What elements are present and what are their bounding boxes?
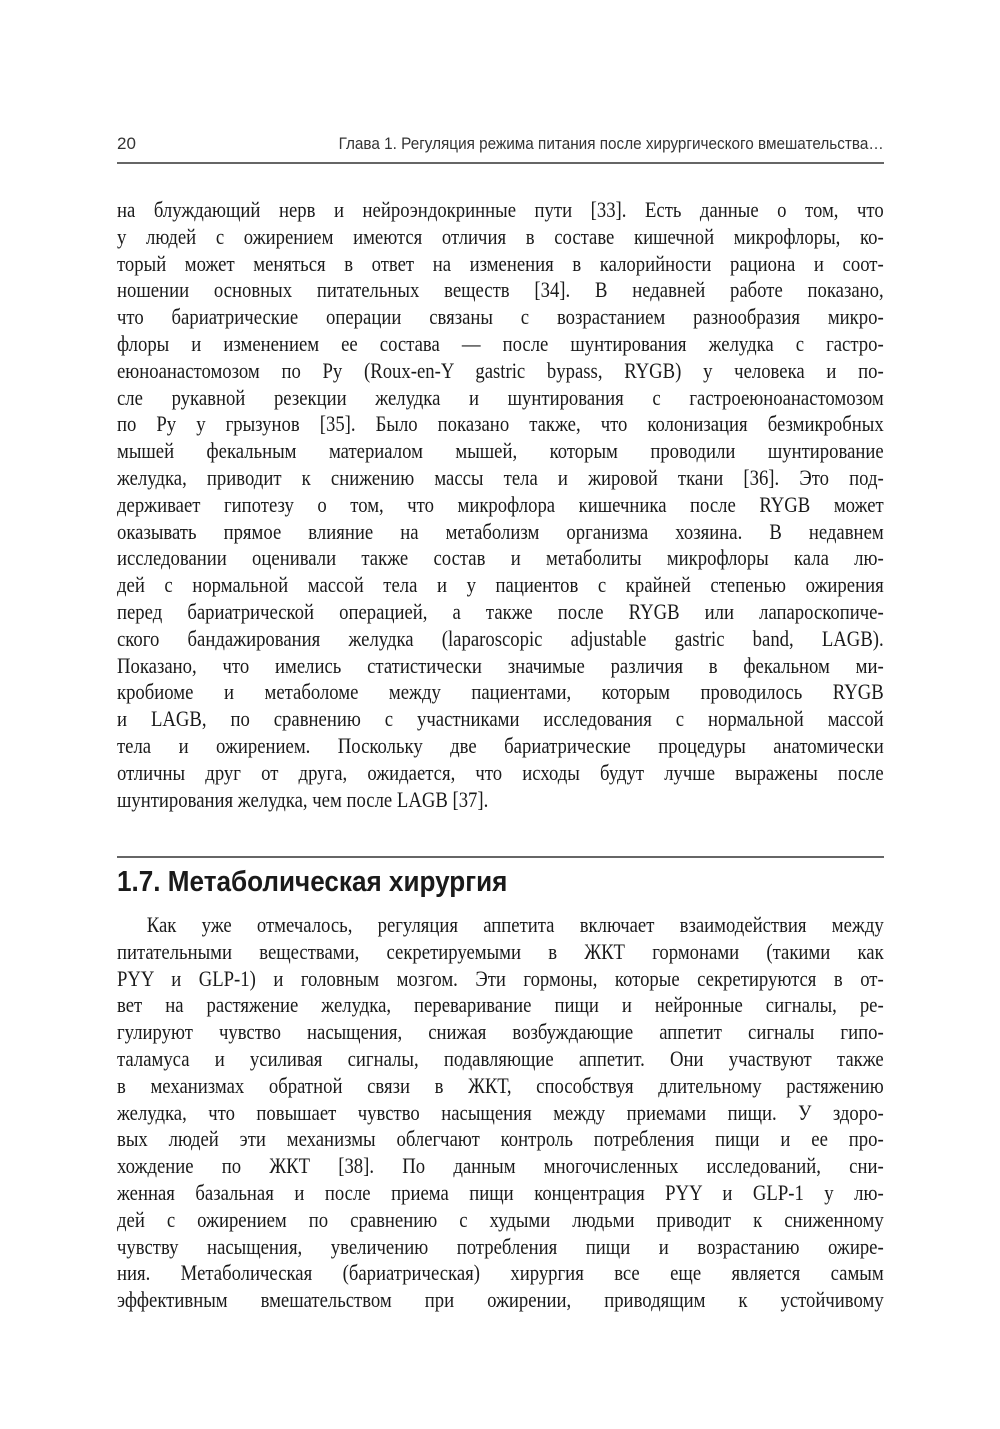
text-line [117,438,884,465]
page-number: 20 [117,134,136,153]
text-line-content: эффективным вмешательством при ожирении, приводящим к устойчивому [117,1287,884,1313]
text-line [117,492,884,519]
text-line-content: PYY и GLP-1) и головным мозгом. Эти гормоны, которые секретируются в от- [117,965,884,991]
text-line [117,599,884,626]
text-line [117,992,884,1019]
text-line-content: дей с ожирением по сравнению с худыми людьми приводит к сниженному [117,1206,884,1232]
text-line [117,1287,884,1314]
text-line [117,251,884,278]
text-line [117,1100,884,1127]
text-line [117,1207,884,1234]
text-line [117,277,884,304]
section-heading: 1.7. Метаболическая хирургия [117,866,508,898]
text-line-content: еюноанастомозом по Ру (Roux-en-Y gastric bypass, RYGB) у человека и по- [117,357,884,383]
text-line-content: и LAGB, по сравнению с участниками исследования с нормальной массой [117,706,884,732]
text-line-content: кробиоме и метаболоме между пациентами, которым проводилось RYGB [117,679,884,705]
text-line [117,197,884,224]
text-line-content: у людей с ожирением имеются отличия в составе кишечной микрофлоры, ко- [117,223,884,249]
text-line-content: держивает гипотезу о том, что микрофлора кишечника после RYGB может [117,491,884,517]
text-line-content: флоры и изменением ее состава — после шунтирования желудка с гастро- [117,330,884,356]
text-line [117,1234,884,1261]
text-line [117,358,884,385]
text-line [117,224,884,251]
running-header [117,134,884,158]
text-line [117,1180,884,1207]
header-rule [117,162,884,164]
text-line-content: торый может меняться в ответ на изменения в калорийности рациона и соот- [117,250,884,276]
text-line [117,545,884,572]
running-title: Глава 1. Регуляция режима питания после хирургического вмешательства… [338,134,884,153]
text-line-content: вет на растяжение желудка, переваривание пищи и нейронные сигналы, ре- [117,992,884,1018]
text-line-content: Как уже отмечалось, регуляция аппетита включает взаимодействия между [146,912,884,937]
text-line-content: желудка, приводит к снижению массы тела и жировой ткани [36]. Это под- [117,464,884,490]
text-line [117,1046,884,1073]
text-line-content: сле рукавной резекции желудка и шунтирования с гастроеюноанастомозом [117,384,884,410]
text-line [117,1019,884,1046]
section-rule [117,856,884,858]
text-line-content: Показано, что имелись статистически значимые различия в фекальном ми- [117,652,884,678]
text-line-content: шунтирования желудка, чем после LAGB [37]. [117,786,489,812]
text-line [117,385,884,412]
text-line-content: вых людей эти механизмы облегчают контроль потребления пищи и ее про- [117,1126,884,1152]
text-line [117,787,884,814]
text-line-content: ния. Метаболическая (бариатрическая) хирургия все еще является самым [117,1260,884,1286]
text-line [117,331,884,358]
text-line [117,572,884,599]
text-line [117,760,884,787]
text-line-content: гулируют чувство насыщения, снижая возбуждающие аппетит сигналы гипо- [117,1019,884,1045]
text-line-content: таламуса и усиливая сигналы, подавляющие аппетит. Они участвуют также [117,1045,884,1071]
text-line [117,912,884,939]
text-line [117,679,884,706]
text-line-content: мышей фекальным материалом мышей, которым проводили шунтирование [117,438,884,464]
text-line [117,966,884,993]
text-line [117,411,884,438]
text-line [117,1073,884,1100]
text-line-content: желудка, что повышает чувство насыщения между приемами пищи. У здоро- [117,1099,884,1125]
paragraph-1 [117,197,884,813]
text-line-content: на блуждающий нерв и нейроэндокринные пути [33]. Есть данные о том, что [117,197,884,222]
text-line [117,1260,884,1287]
text-line [117,304,884,331]
text-line [117,653,884,680]
text-line-content: ношении основных питательных веществ [34]. В недавней работе показано, [117,277,884,303]
text-line-content: хождение по ЖКТ [38]. По данным многочисленных исследований, сни- [117,1153,884,1179]
text-line-content: оказывать прямое влияние на метаболизм организма хозяина. В недавнем [117,518,884,544]
text-line-content: что бариатрические операции связаны с возрастанием разнообразия микро- [117,304,884,330]
text-line [117,465,884,492]
text-line [117,626,884,653]
text-line [117,1126,884,1153]
text-line [117,733,884,760]
text-line-content: в механизмах обратной связи в ЖКТ, способствуя длительному растяжению [117,1072,884,1098]
text-line-content: по Ру у грызунов [35]. Было показано также, что колонизация безмикробных [117,411,884,437]
text-line [117,939,884,966]
text-line-content: исследовании оценивали также состав и метаболиты микрофлоры кала лю- [117,545,884,571]
text-line-content: перед бариатрической операцией, а также после RYGB или лапароскопиче- [117,598,884,624]
text-line-content: дей с нормальной массой тела и у пациентов с крайней степенью ожирения [117,572,884,598]
text-line-content: питательными веществами, секретируемыми в ЖКТ гормонами (такими как [117,938,884,964]
text-line [117,1153,884,1180]
text-line [117,519,884,546]
text-line-content: тела и ожирением. Поскольку две бариатрические процедуры анатомически [117,732,884,758]
text-line-content: отличны друг от друга, ожидается, что исходы будут лучше выражены после [117,759,884,785]
text-line-content: женная базальная и после приема пищи концентрация PYY и GLP-1 у лю- [117,1179,884,1205]
text-line-content: ского бандажирования желудка (laparoscopic adjustable gastric band, LAGB). [117,625,884,651]
text-line-content: чувству насыщения, увеличению потребления пищи и возрастанию ожире- [117,1233,884,1259]
paragraph-2 [117,912,884,1314]
text-line [117,706,884,733]
